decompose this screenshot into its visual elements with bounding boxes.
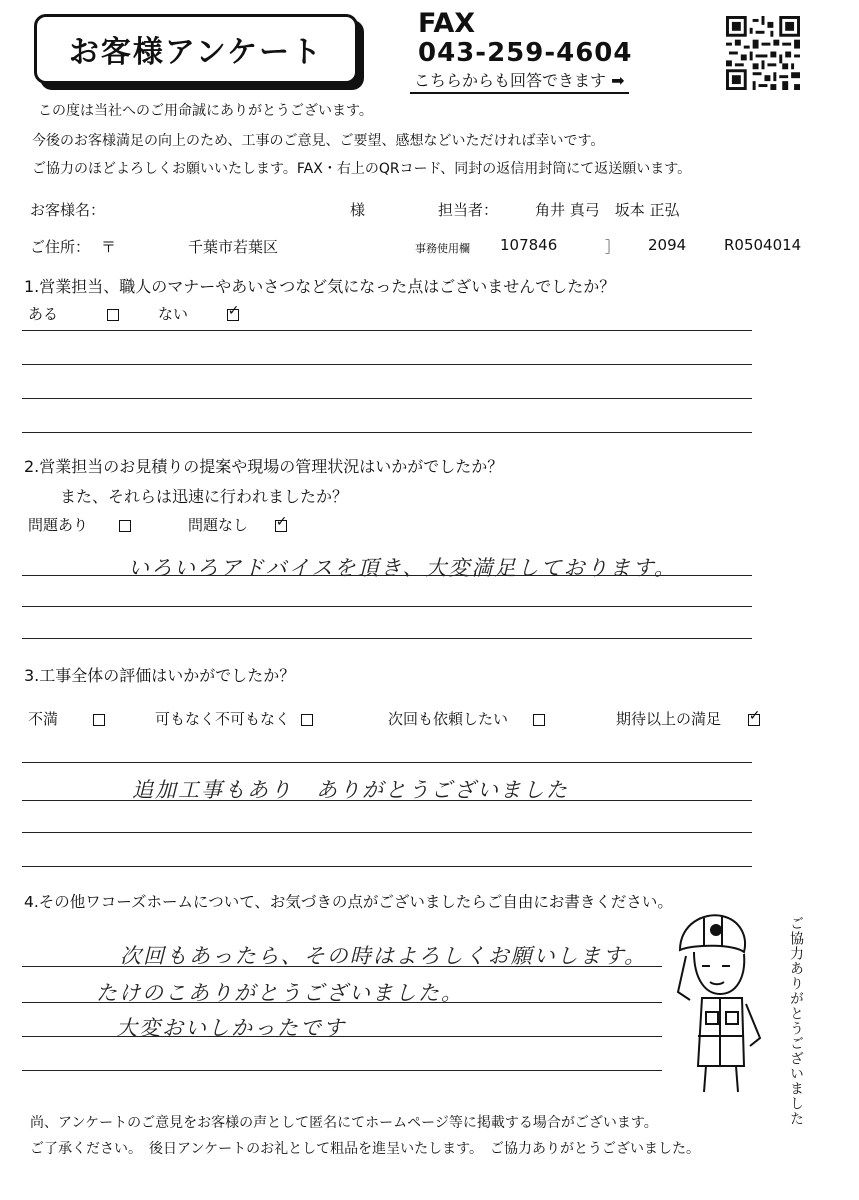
q2-checkbox-problem[interactable] [119, 520, 131, 532]
answer-line [22, 866, 752, 867]
survey-title: お客様アンケート [68, 35, 324, 70]
intro-line-2: 今後のお客様満足の向上のため、工事のご意見、ご要望、感想などいただければ幸いです。 [32, 133, 605, 149]
address-value: 千葉市若葉区 [188, 238, 279, 256]
q1-option-aru[interactable] [28, 303, 119, 324]
helmet-worker-icon [664, 906, 774, 1096]
q4-handwritten-answer-2: たけのこありがとうございました。 [96, 981, 464, 1005]
q2-option-problem-label: 問題あり [28, 516, 89, 534]
q3-checkbox-exceeded[interactable] [748, 714, 760, 726]
honorific-sama: 様 [350, 201, 366, 219]
answer-line [22, 398, 752, 399]
q1-checkbox-aru[interactable] [107, 309, 119, 321]
q3-checkbox-request-again[interactable] [533, 714, 545, 726]
q3-option-average[interactable] [155, 708, 313, 729]
staff-names: 角井 真弓 坂本 正弘 [535, 201, 680, 219]
answer-line [22, 364, 752, 365]
q3-option-average-label: 可もなく不可もなく [155, 710, 291, 728]
q3-option-exceeded-label: 期待以上の満足 [616, 710, 722, 728]
survey-title-box [34, 14, 358, 84]
q2-option-no-problem[interactable] [188, 514, 287, 535]
answer-line [22, 800, 752, 801]
q3-question: 3.工事全体の評価はいかがでしたか？ [24, 666, 296, 685]
q2-handwritten-answer: いろいろアドバイスを頂き、大変満足しております。 [128, 556, 677, 580]
answer-line [22, 1036, 662, 1037]
office-code-separator: ］ [605, 238, 621, 256]
address-label: ご住所： [30, 238, 91, 256]
fax-label: FAX [418, 8, 476, 39]
answer-line [22, 638, 752, 639]
answer-line [22, 762, 752, 763]
q3-option-request-again[interactable] [388, 708, 545, 729]
fax-number: 043-259-4604 [418, 38, 633, 68]
q2-question-sub: また、それらは迅速に行われましたか？ [60, 487, 349, 506]
q3-option-request-again-label: 次回も依頼したい [388, 710, 509, 728]
q3-option-exceeded[interactable] [616, 708, 760, 729]
q4-handwritten-answer-1: 次回もあったら、その時はよろしくお願いします。 [120, 944, 648, 968]
answer-line [22, 606, 752, 607]
q2-option-problem[interactable] [28, 514, 131, 535]
q3-option-dissatisfied-label: 不満 [28, 710, 59, 728]
q1-checkbox-nai[interactable] [227, 309, 239, 321]
staff-label: 担当者： [438, 201, 499, 219]
answer-line [22, 832, 752, 833]
customer-name-label: お客様名： [30, 201, 106, 219]
answer-line [22, 966, 662, 967]
postal-mark: 〒 [101, 238, 117, 256]
q2-checkbox-no-problem[interactable] [275, 520, 287, 532]
fax-note: こちらからも回答できます ➡ [410, 68, 629, 94]
q3-checkbox-average[interactable] [301, 714, 313, 726]
answer-line [22, 575, 752, 576]
answer-line [22, 1002, 662, 1003]
q3-handwritten-answer: 追加工事もあり ありがとうございました [132, 778, 569, 802]
footer-line-2: ご了承ください。 後日アンケートのお礼として粗品を進呈いたします。 ご協力ありがとうございました。 [30, 1141, 701, 1157]
intro-line-3: ご協力のほどよろしくお願いいたします。FAX・右上のQRコード、同封の返信用封筒にて返送願います。 [32, 161, 692, 177]
q1-option-aru-label: ある [28, 305, 59, 323]
office-use-label: 事務使用欄 [415, 242, 470, 255]
answer-line [22, 1070, 662, 1071]
q4-question: 4.その他ワコーズホームについて、お気づきの点がございましたらご自由にお書きください。 [24, 893, 673, 911]
q3-checkbox-dissatisfied[interactable] [93, 714, 105, 726]
q1-option-nai[interactable] [158, 303, 239, 324]
side-thanks-note: ご協力ありがとうございました [788, 916, 804, 1126]
q4-handwritten-answer-3: 大変おいしかったです [116, 1016, 346, 1040]
footer-line-1: 尚、アンケートのご意見をお客様の声として匿名にてホームページ等に掲載する場合がございます。 [30, 1115, 658, 1131]
q2-option-no-problem-label: 問題なし [188, 516, 249, 534]
office-code-3: R0504014 [724, 236, 802, 254]
qr-code-icon[interactable] [726, 16, 800, 90]
q3-option-dissatisfied[interactable] [28, 708, 105, 729]
office-code-1: 107846 [500, 236, 558, 254]
answer-line [22, 432, 752, 433]
answer-line [22, 330, 752, 331]
q1-question: 1.営業担当、職人のマナーやあいさつなど気になった点はございませんでしたか？ [24, 277, 616, 296]
office-code-2: 2094 [648, 236, 687, 254]
q1-option-nai-label: ない [158, 305, 189, 323]
intro-line-1: この度は当社へのご用命誠にありがとうございます。 [38, 103, 373, 119]
q2-question: 2.営業担当のお見積りの提案や現場の管理状況はいかがでしたか？ [24, 457, 504, 476]
